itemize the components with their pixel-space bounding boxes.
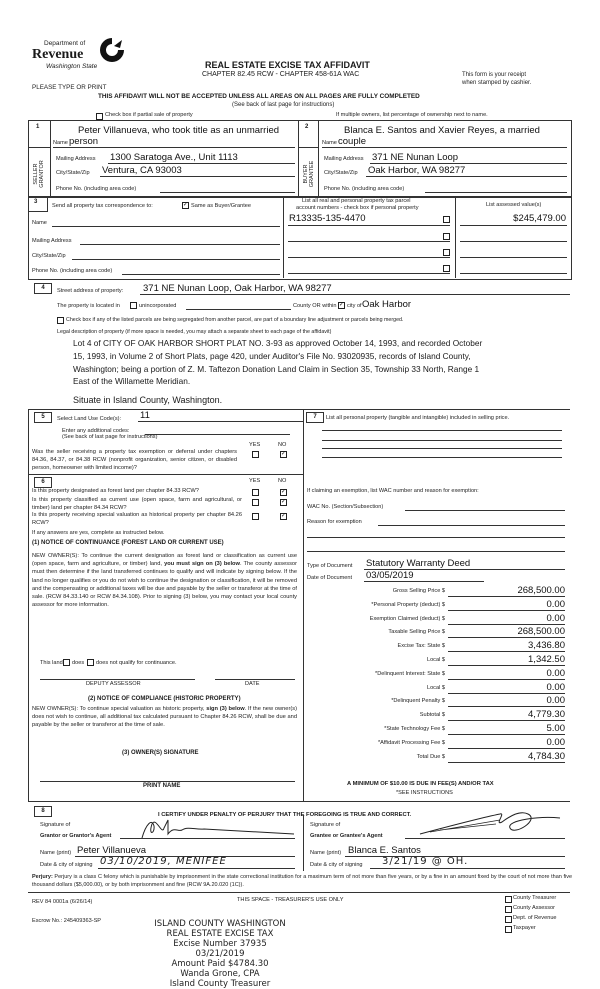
deputy-assessor-signature-line[interactable]: [40, 679, 195, 680]
section-3-number: 3: [34, 199, 38, 205]
personal-property-checkbox[interactable]: [443, 216, 450, 223]
partial-sale-checkbox[interactable]: [96, 113, 103, 120]
amount-label: Taxable Selling Price $: [388, 629, 445, 636]
divider: [28, 147, 50, 148]
field-line: [100, 176, 295, 177]
please-type: PLEASE TYPE OR PRINT: [32, 84, 107, 91]
section-5-number: 5: [34, 412, 52, 423]
logo-dept-of: Department of: [44, 40, 86, 47]
land-use-label: Select Land Use Code(s):: [57, 416, 122, 422]
amount-value[interactable]: 0.00: [546, 598, 565, 610]
reason-label: Reason for exemption: [307, 519, 362, 525]
section-3-box: [28, 196, 48, 212]
notice-text-bold: sign (3) below: [206, 706, 245, 712]
notice-text: NEW OWNER(S): To continue special valuation as historic property,: [32, 706, 207, 712]
section-1-number: 1: [36, 124, 40, 130]
personal-property-label: List all personal property (tangible and intangible) included in selling price.: [326, 415, 510, 421]
county-treasurer-checkbox[interactable]: [505, 896, 512, 903]
divider: [298, 120, 299, 196]
dor-logo-icon: [98, 36, 126, 64]
divider: [50, 120, 51, 196]
notice-continuance-title: (1) NOTICE OF CONTINUANCE (FOREST LAND OR CURRENT USE): [32, 540, 224, 546]
corr-name-label: Name: [32, 220, 47, 226]
completion-notice: THIS AFFIDAVIT WILL NOT BE ACCEPTED UNLESS ALL AREAS ON ALL PAGES ARE FULLY COMPLETED: [98, 93, 420, 100]
copy-label: County Treasurer: [513, 895, 557, 901]
amount-value[interactable]: 1,342.50: [528, 654, 565, 665]
doc-type-label: Type of Document: [307, 563, 353, 569]
form-title: REAL ESTATE EXCISE TAX AFFIDAVIT: [205, 60, 370, 70]
seller-phone-label: Phone No. (including area code): [56, 186, 137, 192]
unincorporated-label: unincorporated: [139, 303, 177, 309]
buyer-grantee-label: BUYER GRANTEE: [303, 160, 315, 188]
receipt-note-2: when stamped by cashier.: [462, 80, 532, 86]
no-header: NO: [278, 478, 287, 484]
copy-label: County Assessor: [513, 905, 555, 911]
form-subtitle: CHAPTER 82.45 RCW - CHAPTER 458-61A WAC: [202, 71, 360, 78]
perjury-text: Perjury is a class C felony which is punishable by imprisonment in the state correctional institution for a maximum term of not more than five years, or by a fine in an amount fixed by the court of not more than five thousand dollars ($5,000.00), or by both imprisonment and fine (RCW 9A.20.020 (1C)).: [32, 874, 572, 888]
amount-label: *Personal Property (deduct) $: [371, 601, 445, 608]
dept-revenue-checkbox[interactable]: [505, 916, 512, 923]
partial-sale-label: Check box if partial sale of property: [105, 112, 193, 118]
logo-revenue: Revenue: [32, 47, 84, 62]
owner-signature-label: (3) OWNER(S) SIGNATURE: [122, 750, 199, 756]
notice-text: NEW OWNER(S): To continue the current designation as forest land or classification as current use (open space, farm and agriculture, or timber) land,: [32, 553, 297, 568]
divider: [298, 147, 318, 148]
buyer-mailing-label: Mailing Address: [324, 156, 364, 162]
personal-property-checkbox[interactable]: [443, 249, 450, 256]
situate-line: Situate in Island County, Washington.: [73, 395, 223, 405]
field-line: [370, 163, 567, 164]
wac-label: WAC No. (Section/Subsection): [307, 504, 384, 510]
field-line: [370, 868, 565, 869]
divider: [28, 474, 303, 475]
field-line: [108, 163, 295, 164]
additional-codes-field[interactable]: [145, 434, 290, 435]
logo-state: Washington State: [46, 63, 98, 70]
amount-value[interactable]: 0.00: [546, 667, 565, 679]
doc-type[interactable]: Statutory Warranty Deed: [366, 558, 471, 569]
seller-mailing-address[interactable]: 1300 Saratoga Ave., Unit 1113: [110, 152, 238, 163]
copy-label: Dept. of Revenue: [513, 915, 557, 921]
grantee-signature[interactable]: [410, 806, 570, 840]
buyer-name-label: Name: [322, 140, 337, 146]
buyer-phone-label: Phone No. (including area code): [324, 186, 405, 192]
county-assessor-checkbox[interactable]: [505, 906, 512, 913]
additional-codes-label: Enter any additional codes:: [62, 428, 130, 434]
corr-name-field[interactable]: [52, 226, 280, 227]
not-qualifies-checkbox[interactable]: [87, 659, 94, 666]
grantee-date-city[interactable]: 3/21/19 @ OH.: [382, 856, 469, 867]
field-line: [448, 637, 565, 638]
field-line: [53, 147, 295, 148]
corr-mailing-field[interactable]: [80, 244, 280, 245]
notice-text-bold: you must sign on (3) below: [164, 561, 240, 568]
yes-header: YES: [249, 478, 261, 484]
field-line: [448, 734, 565, 735]
personal-property-checkbox[interactable]: [443, 265, 450, 272]
legal-line: 15, 1993, in Volume 2 of Short Plats, page 420, under Auditor's File No. 93020935, records of Island County,: [73, 351, 471, 361]
notice-text: . If the new owner(s) does not wish to continue, all additional tax calculated pursuant to Chapter 84.26 RCW, shall be due and payable by the seller or transferor at the time of sale.: [32, 706, 297, 729]
stamp-line: Island County Treasurer: [169, 979, 271, 989]
grantor-name-label: Name (print): [40, 850, 72, 856]
amount-value[interactable]: 0.00: [546, 736, 565, 748]
same-as-buyer-checkbox[interactable]: ✓: [183, 202, 189, 208]
grantor-signature-line: [120, 838, 295, 839]
parcel-header-2: account numbers - check box if personal property: [296, 205, 419, 211]
seller-name-line2[interactable]: person: [69, 136, 99, 147]
reason-field[interactable]: [378, 525, 565, 526]
stamp-line: 03/21/2019: [195, 949, 245, 959]
corr-phone-field[interactable]: [122, 274, 280, 275]
divider: [455, 196, 456, 278]
parcel-number[interactable]: R13335-135-4470: [289, 213, 366, 224]
amount-label: *Delinquent Interest: State $: [375, 670, 445, 677]
forest-no-checkbox[interactable]: ✓: [281, 489, 287, 495]
field-line: [448, 693, 565, 694]
located-in-label: The property is located in: [57, 303, 120, 309]
form-revision: REV 84 0001a (6/26/14): [32, 899, 93, 905]
grantee-signature-label-2: Grantee or Grantee's Agent: [310, 833, 383, 839]
notice-compliance-text: [32, 705, 297, 730]
amount-value[interactable]: 5.00: [546, 723, 565, 734]
taxpayer-checkbox[interactable]: [505, 926, 512, 933]
minimum-due-note: A MINIMUM OF $10.00 IS DUE IN FEE(S) AND/OR TAX: [347, 781, 494, 787]
field-line: [448, 665, 565, 666]
buyer-name-line2[interactable]: couple: [338, 136, 366, 147]
seller-city-label: City/State/Zip: [56, 170, 90, 176]
field-line: [448, 596, 565, 597]
personal-property-line[interactable]: [322, 448, 562, 449]
does-label: does: [72, 660, 85, 666]
wac-field[interactable]: [405, 510, 565, 511]
seller-grantor-label: SELLER GRANTOR: [33, 160, 45, 188]
amount-label: Local $: [426, 657, 445, 663]
parcel-header-1: List all real and personal property tax parcel: [302, 198, 411, 204]
escrow-number: Escrow No.: 245409363-SP: [32, 918, 102, 924]
assessed-header: List assessed value(s): [486, 202, 542, 208]
amount-value[interactable]: 4,779.30: [528, 709, 565, 721]
stamp-line: Wanda Grone, CPA: [180, 969, 260, 979]
corr-city-label: City/State/Zip: [32, 253, 66, 259]
land-use-code[interactable]: 11: [140, 410, 150, 421]
field-line: [448, 679, 565, 680]
street-label: Street address of property:: [57, 288, 124, 294]
corr-mailing-label: Mailing Address: [32, 238, 72, 244]
owner-signature-line[interactable]: [40, 781, 295, 782]
qualifies-checkbox[interactable]: [63, 659, 70, 666]
assessed-value-field[interactable]: [460, 273, 567, 274]
grantee-signature-line: [405, 838, 565, 839]
notice-continuance-text: [32, 552, 297, 609]
forest-yes-checkbox[interactable]: [252, 489, 259, 496]
instructions-note: (See back of last page for instructions): [232, 102, 335, 108]
yes-header: YES: [249, 442, 261, 448]
grantor-name[interactable]: Peter Villanueva: [77, 845, 147, 856]
divider: [28, 409, 570, 410]
corr-city-field[interactable]: [72, 259, 280, 260]
grantor-date-label: Date & city of signing: [40, 862, 93, 868]
if-any-yes-note: If any answers are yes, complete as instructed below.: [32, 530, 165, 536]
stamp-line: Excise Number 37935: [173, 939, 267, 949]
copy-label: Taxpayer: [513, 925, 536, 931]
date-label: DATE: [245, 681, 260, 687]
certify-statement: I CERTIFY UNDER PENALTY OF PERJURY THAT THE FOREGOING IS TRUE AND CORRECT.: [158, 812, 412, 818]
divider: [303, 815, 304, 871]
perjury-notice: [32, 874, 572, 889]
amount-label: Subtotal $: [419, 712, 445, 719]
grantor-date-city[interactable]: 03/10/2019, MENIFEE: [100, 856, 227, 867]
historical-yes-checkbox[interactable]: [252, 513, 259, 520]
seller-mailing-label: Mailing Address: [56, 156, 96, 162]
segregated-label: Check box if any of the listed parcels are being segregated from another parcel, are part of a boundary line adjustment or parcels being merged.: [66, 317, 404, 323]
notice-text: . The county assessor must then determine if the land transferred continues to qualify and will indicate by signing below. If the land no longer qualifies or you do not wish to continue the designation or classification, it will be removed and the compensating or additional taxes will be due and payable by the seller or transferor at the time of sale. (RCW 84.33.140 or RCW 84.34.108). Prior to signing (3) below, you may contact your local county assessor for more information.: [32, 561, 297, 609]
historical-no-checkbox[interactable]: ✓: [281, 513, 287, 519]
amount-value[interactable]: 4,784.30: [528, 750, 565, 762]
divider: [303, 409, 304, 801]
grantor-signature-label-2: Grantor or Grantor's Agent: [40, 833, 112, 839]
field-line: [460, 225, 567, 226]
parcel-number-field[interactable]: [288, 273, 450, 274]
section-4-number: 4: [34, 283, 52, 294]
divider: [28, 409, 29, 801]
amount-value[interactable]: 3,436.80: [528, 640, 565, 652]
receipt-note-1: This form is your receipt: [462, 72, 527, 78]
personal-property-line[interactable]: [322, 457, 562, 458]
amount-value[interactable]: 268,500.00: [517, 626, 565, 638]
notice-compliance-title: (2) NOTICE OF COMPLIANCE (HISTORIC PROPERTY): [88, 696, 241, 702]
no-header: NO: [278, 442, 287, 448]
field-line: [366, 176, 567, 177]
amount-value[interactable]: 0.00: [546, 681, 565, 693]
parcel-number-field[interactable]: [288, 241, 450, 242]
forest-land-question: Is this property designated as forest land per chapter 84.33 RCW?: [32, 488, 199, 494]
current-use-yes-checkbox[interactable]: [252, 499, 259, 506]
buyer-mailing-address[interactable]: 371 NE Nunan Loop: [372, 152, 459, 163]
reason-field-line[interactable]: [307, 537, 565, 538]
correspondence-label: Send all property tax correspondence to:: [52, 203, 153, 209]
field-line: [448, 651, 565, 652]
stamp-line: Amount Paid $4784.30: [171, 959, 269, 969]
field-line: [448, 748, 565, 749]
county-or-within-label: County OR within: [293, 303, 337, 309]
grantee-signature-label-1: Signature of: [310, 822, 341, 828]
field-line: [288, 225, 450, 226]
assessed-value-field[interactable]: [460, 257, 567, 258]
assessed-value-field[interactable]: [460, 241, 567, 242]
exemption-intro: If claiming an exemption, list WAC number and reason for exemption:: [307, 488, 479, 494]
stamp-line: ISLAND COUNTY WASHINGTON: [154, 919, 286, 929]
amount-label: *Affidavit Processing Fee $: [377, 739, 445, 746]
buyer-phone-field[interactable]: [425, 192, 567, 193]
corr-phone-label: Phone No. (including area code): [32, 268, 113, 274]
doc-date[interactable]: 03/05/2019: [366, 570, 414, 581]
assessor-date-line[interactable]: [215, 679, 295, 680]
field-line: [322, 147, 567, 148]
current-use-no-checkbox[interactable]: ✓: [281, 499, 287, 505]
field-line: [448, 610, 565, 611]
amount-label: Local $: [426, 684, 445, 691]
print-name-label: PRINT NAME: [143, 783, 181, 789]
treasurer-use-label: THIS SPACE - TREASURER'S USE ONLY: [237, 897, 344, 903]
current-use-question: Is this property classified as current use (open space, farm and agricultural, or timber) land per chapter 84.34 RCW?: [32, 497, 242, 512]
buyer-city-label: City/State/Zip: [324, 170, 358, 176]
amount-label: Excise Tax: State $: [397, 643, 445, 650]
field-line: [448, 762, 565, 763]
exemption-question: Was the seller receiving a property tax exemption or deferral under chapters 84.36, 84.37, or 84.38 RCW (nonprofit organization, senior citizen, or disabled person, homeowner with limited income)?: [32, 449, 237, 472]
section-7-number: 7: [306, 412, 324, 423]
reason-field-line[interactable]: [307, 551, 565, 552]
amount-value[interactable]: 0.00: [546, 612, 565, 624]
divider: [28, 892, 570, 893]
field-line: [448, 624, 565, 625]
see-instructions-note: *SEE INSTRUCTIONS: [396, 790, 453, 796]
exemption-yes-checkbox[interactable]: [252, 451, 259, 458]
grantee-name[interactable]: Blanca E. Santos: [348, 845, 421, 856]
section-6-number: 6: [34, 477, 52, 488]
section-2-number: 2: [305, 124, 309, 130]
legal-line: Lot 4 of CITY OF OAK HARBOR SHORT PLAT NO. 3-93 as approved October 14, 1993, and recorded October: [73, 338, 483, 348]
seller-city-state-zip[interactable]: Ventura, CA 93003: [102, 165, 182, 176]
section-8-number: 8: [34, 806, 52, 817]
same-as-buyer-label: Same as Buyer/Grantee: [191, 203, 252, 209]
city-checkbox[interactable]: ✓: [339, 302, 345, 308]
county-field[interactable]: [186, 309, 291, 310]
personal-property-line[interactable]: [322, 440, 562, 441]
field-line: [138, 421, 303, 422]
doc-date-label: Date of Document: [307, 575, 353, 581]
multiple-owners-note: If multiple owners, list percentage of ownership next to name.: [336, 112, 488, 118]
parcel-number-field[interactable]: [288, 257, 450, 258]
field-line: [364, 581, 484, 582]
amount-label: Total Due $: [416, 753, 445, 760]
segregated-checkbox[interactable]: [57, 317, 64, 324]
does-not-label: does not qualify for continuance.: [96, 660, 177, 666]
assessed-value[interactable]: $245,479.00: [513, 213, 566, 224]
amount-label: *Delinquent Penalty $: [391, 698, 445, 705]
personal-property-checkbox[interactable]: [443, 233, 450, 240]
divider: [318, 120, 319, 196]
exemption-no-checkbox[interactable]: ✓: [281, 451, 287, 457]
field-line: [448, 706, 565, 707]
property-city[interactable]: Oak Harbor: [362, 299, 412, 310]
buyer-city-state-zip[interactable]: Oak Harbor, WA 98277: [368, 165, 466, 176]
field-line: [98, 868, 295, 869]
divider: [28, 801, 570, 802]
stamp-line: REAL ESTATE EXCISE TAX: [166, 929, 274, 939]
deputy-assessor-label: DEPUTY ASSESSOR: [86, 681, 141, 687]
city-of-label: city of: [347, 303, 362, 309]
amount-label: *State Technology Fee $: [384, 726, 445, 732]
perjury-bold: Perjury:: [32, 874, 53, 880]
amount-value[interactable]: 268,500.00: [517, 585, 565, 596]
field-line: [448, 720, 565, 721]
treasurer-stamp: [140, 919, 300, 989]
this-land-label: This land: [40, 660, 63, 666]
legal-line: East of the Willamette Meridian.: [73, 376, 191, 386]
amount-label: Gross Selling Price $: [392, 588, 445, 594]
legal-description-label: Legal description of property (if more space is needed, you may attach a separate sheet to each page of the affidavit): [57, 329, 332, 335]
seller-phone-field[interactable]: [160, 192, 295, 193]
grantor-signature-label-1: Signature of: [40, 822, 71, 828]
grantee-name-label: Name (print): [310, 850, 342, 856]
field-line: [140, 294, 570, 295]
property-street-address[interactable]: 371 NE Nunan Loop, Oak Harbor, WA 98277: [143, 283, 332, 294]
historical-question: Is this property receiving special valuation as historical property per chapter 84.26 RCW?: [32, 512, 242, 527]
land-use-see-back: (See back of last page for instructions): [62, 434, 158, 440]
grantee-date-label: Date & city of signing: [310, 862, 363, 868]
buyer-name-line1[interactable]: Blanca E. Santos and Xavier Reyes, a married: [344, 125, 540, 136]
seller-name-line1[interactable]: Peter Villanueva, who took title as an unmarried: [78, 125, 280, 136]
amount-label: Exemption Claimed (deduct) $: [369, 615, 445, 622]
amount-value[interactable]: 0.00: [546, 695, 565, 707]
personal-property-line[interactable]: [322, 430, 562, 431]
legal-line: Washington; being a portion of Z. M. Taftezon Donation Land Claim in Section 35, Township 33 North, Range 1: [73, 364, 480, 374]
divider: [283, 196, 284, 278]
seller-name-label: Name: [53, 140, 68, 146]
unincorporated-checkbox[interactable]: [130, 302, 137, 309]
